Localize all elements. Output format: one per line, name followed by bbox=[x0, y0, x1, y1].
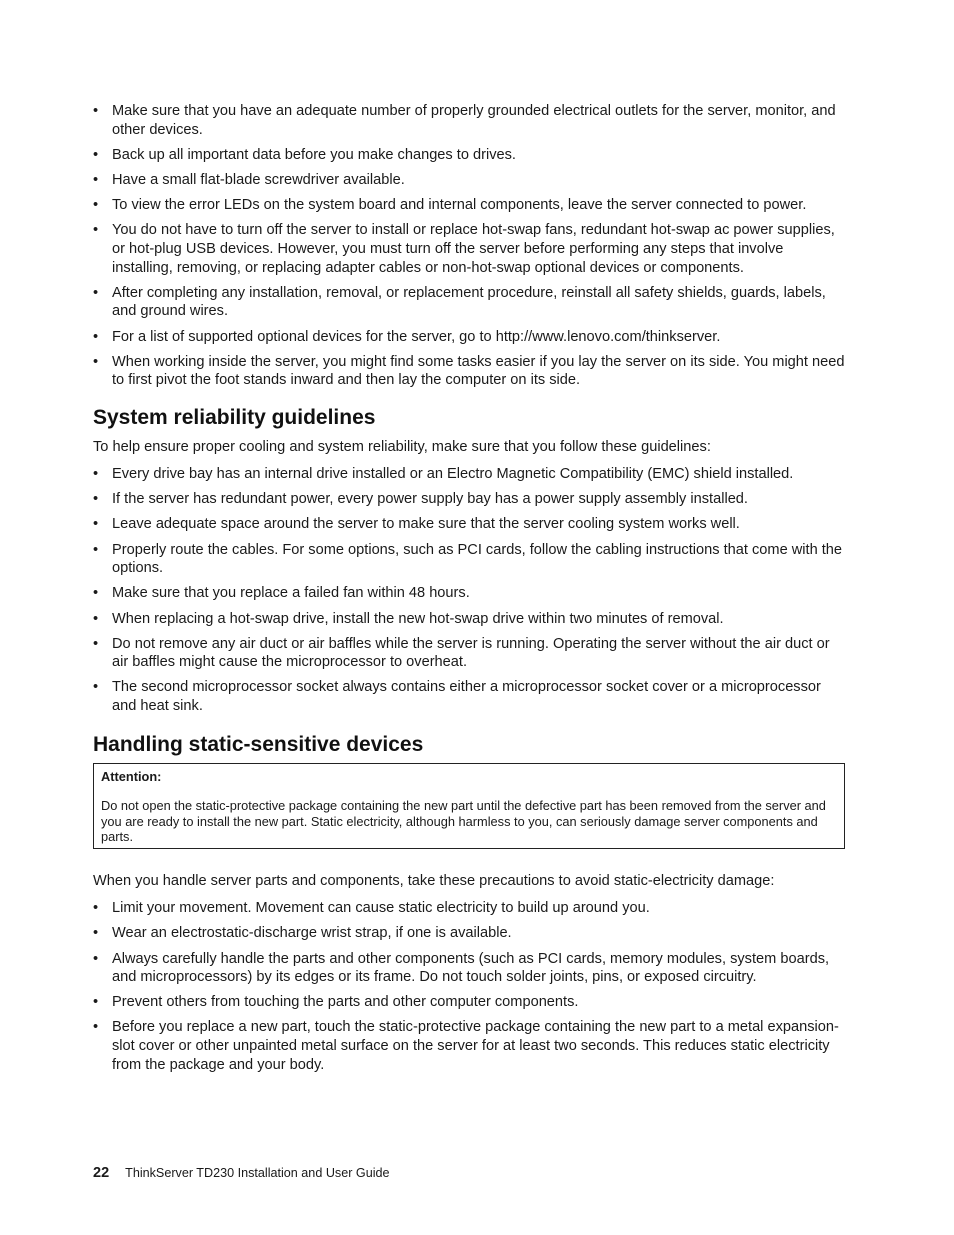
attention-box bbox=[93, 763, 845, 849]
list-item bbox=[93, 1018, 845, 1074]
list-item bbox=[93, 584, 845, 603]
list-item-text: Leave adequate space around the server to make sure that the server cooling system works well. bbox=[112, 516, 740, 533]
top-bullet-list bbox=[93, 102, 845, 390]
list-item bbox=[93, 541, 845, 578]
list-item bbox=[93, 465, 845, 484]
page-content bbox=[93, 102, 845, 1081]
bullet-icon: • bbox=[93, 994, 99, 1011]
list-item bbox=[93, 899, 845, 918]
list-item bbox=[93, 678, 845, 715]
list-item-text: When replacing a hot-swap drive, install the new hot-swap drive within two minutes of removal. bbox=[112, 610, 724, 627]
bullet-icon: • bbox=[93, 103, 99, 119]
bullet-icon: • bbox=[93, 353, 99, 370]
bullet-icon: • bbox=[93, 491, 99, 508]
section-heading-static: Handling static-sensitive devices bbox=[93, 732, 424, 756]
list-item-text: For a list of supported optional devices for the server, go to http://www.lenovo.com/thinkserver. bbox=[112, 328, 721, 345]
bullet-icon: • bbox=[93, 1019, 99, 1036]
section-heading-reliability: System reliability guidelines bbox=[93, 405, 376, 429]
static-bullet-list bbox=[93, 899, 845, 1074]
list-item-text: Before you replace a new part, touch the static-protective package containing the new part to a metal expansion-slot cover or other unpainted metal surface on the server for at least two seconds. This reduces static electricity from the package and your body. bbox=[112, 1019, 839, 1073]
list-item bbox=[93, 146, 845, 165]
bullet-icon: • bbox=[93, 465, 99, 482]
bullet-icon: • bbox=[93, 284, 99, 301]
list-item-text: Make sure that you have an adequate number of properly grounded electrical outlets for the server, monitor, and other devices. bbox=[112, 103, 836, 138]
list-item bbox=[93, 284, 845, 321]
reliability-intro: To help ensure proper cooling and system reliability, make sure that you follow these guidelines: bbox=[93, 438, 711, 455]
bullet-icon: • bbox=[93, 925, 99, 942]
bullet-icon: • bbox=[93, 541, 99, 558]
page-number: 22 bbox=[93, 1165, 110, 1181]
page-footer bbox=[93, 1165, 390, 1181]
list-item-text: Wear an electrostatic-discharge wrist strap, if one is available. bbox=[112, 925, 512, 942]
list-item bbox=[93, 196, 845, 215]
bullet-icon: • bbox=[93, 585, 99, 602]
list-item-text: Have a small flat-blade screwdriver available. bbox=[112, 171, 405, 188]
bullet-icon: • bbox=[93, 950, 99, 967]
list-item bbox=[93, 221, 845, 277]
list-item bbox=[93, 610, 845, 629]
list-item bbox=[93, 993, 845, 1012]
list-item-text: Limit your movement. Movement can cause static electricity to build up around you. bbox=[112, 900, 650, 917]
list-item-text: Make sure that you replace a failed fan within 48 hours. bbox=[112, 585, 470, 602]
list-item-text: After completing any installation, removal, or replacement procedure, reinstall all safety shields, guards, labels, and ground wires. bbox=[112, 284, 826, 320]
static-intro: When you handle server parts and components, take these precautions to avoid static-electricity damage: bbox=[93, 873, 775, 890]
list-item-text: You do not have to turn off the server to install or replace hot-swap fans, redundant hot-swap ac power supplies, or hot-plug USB devices. However, you must turn off the server before performing any steps that involve installing, removing, or replacing adapter cables or non-hot-swap optional devices or components. bbox=[112, 222, 835, 276]
bullet-icon: • bbox=[93, 328, 99, 345]
attention-text: Do not open the static-protective package containing the new part until the defective part has been removed from the server and you are ready to install the new part. Static electricity, although harmless to you, can seriously damage server components and parts. bbox=[101, 798, 826, 845]
list-item bbox=[93, 515, 845, 534]
document-title: ThinkServer TD230 Installation and User Guide bbox=[125, 1166, 390, 1180]
list-item-text: The second microprocessor socket always contains either a microprocessor socket cover or a microprocessor and heat sink. bbox=[112, 679, 821, 715]
reliability-bullet-list bbox=[93, 465, 845, 716]
list-item bbox=[93, 635, 845, 672]
list-item bbox=[93, 328, 845, 347]
bullet-icon: • bbox=[93, 197, 99, 214]
list-item-text: Properly route the cables. For some options, such as PCI cards, follow the cabling instructions that come with the options. bbox=[112, 541, 843, 577]
bullet-icon: • bbox=[93, 222, 99, 239]
list-item-text: Prevent others from touching the parts and other computer components. bbox=[112, 994, 579, 1011]
bullet-icon: • bbox=[93, 679, 99, 696]
list-item-text: Always carefully handle the parts and other components (such as PCI cards, memory modules, system boards, and microprocessors) by its edges or its frame. Do not touch solder joints, pins, or exposed circuitry. bbox=[112, 950, 830, 986]
list-item bbox=[93, 353, 845, 390]
list-item-text: Do not remove any air duct or air baffles while the server is running. Operating the server without the air duct or air baffles might cause the microprocessor to overheat. bbox=[112, 635, 830, 671]
list-item bbox=[93, 490, 845, 509]
bullet-icon: • bbox=[93, 635, 99, 652]
attention-label: Attention: bbox=[101, 768, 162, 784]
list-item-text: Back up all important data before you make changes to drives. bbox=[112, 146, 516, 163]
list-item-text: Every drive bay has an internal drive installed or an Electro Magnetic Compatibility (EMC) shield installed. bbox=[112, 465, 794, 482]
list-item-text: If the server has redundant power, every power supply bay has a power supply assembly installed. bbox=[112, 491, 748, 508]
bullet-icon: • bbox=[93, 516, 99, 533]
bullet-icon: • bbox=[93, 171, 99, 188]
bullet-icon: • bbox=[93, 900, 99, 917]
bullet-icon: • bbox=[93, 610, 99, 627]
list-item bbox=[93, 102, 845, 139]
list-item bbox=[93, 950, 845, 987]
list-item-text: When working inside the server, you might find some tasks easier if you lay the server on its side. You might need to first pivot the foot stands inward and then lay the computer on its side. bbox=[112, 353, 845, 389]
list-item bbox=[93, 171, 845, 190]
list-item-text: To view the error LEDs on the system board and internal components, leave the server connected to power. bbox=[112, 197, 807, 214]
list-item bbox=[93, 924, 845, 943]
bullet-icon: • bbox=[93, 146, 99, 163]
